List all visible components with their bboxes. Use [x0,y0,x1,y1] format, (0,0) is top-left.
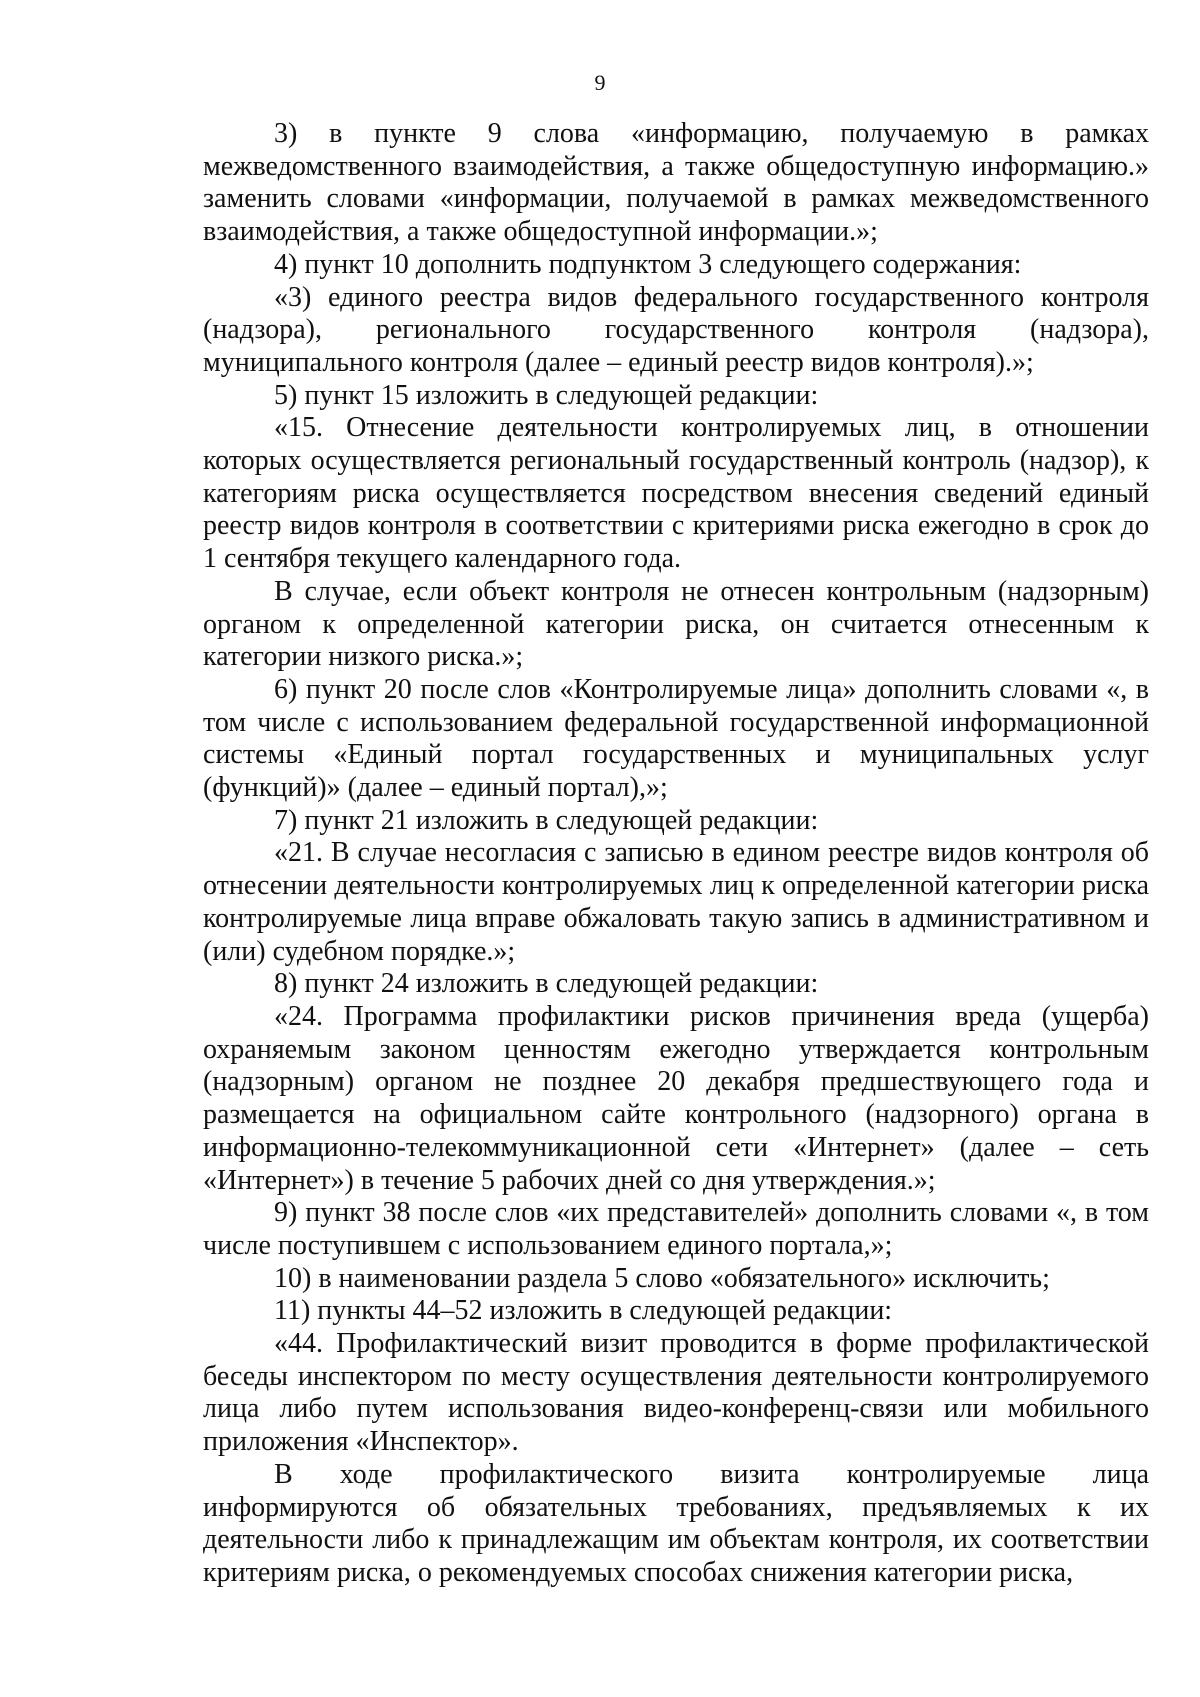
paragraph: «21. В случае несогласия с записью в едином реестре видов контроля об отнесении деятельности контролируемых лиц к определенной категории риска контролируемые лица вправе обжаловать такую запись в административном и (или) судебном порядке.»; [203,837,1149,967]
paragraph: 11) пункты 44–52 изложить в следующей редакции: [274,1295,893,1327]
paragraph: 6) пункт 20 после слов «Контролируемые лица» дополнить словами «, в том числе с использованием федеральной государственной информационной системы «Единый портал государственных и муниципальных услуг (функций)» (далее – единый портал),»; [203,673,1149,804]
paragraph: 7) пункт 21 изложить в следующей редакции: [274,804,819,836]
paragraph: 8) пункт 24 изложить в следующей редакции: [274,968,819,1000]
paragraph: 5) пункт 15 изложить в следующей редакции: [274,379,819,411]
paragraph: В ходе профилактического визита контролируемые лица информируются об обязательных требованиях, предъявляемых к их деятельности либо к принадлежащим им объектам контроля, их соответствии критериям риска, о рекомендуемых способах снижения категории риска, [203,1458,1149,1588]
page-number: 9 [594,70,606,95]
paragraph: 4) пункт 10 дополнить подпунктом 3 следующего содержания: [274,248,1022,280]
paragraph: В случае, если объект контроля не отнесен контрольным (надзорным) органом к определенной категории риска, он считается отнесенным к категории низкого риска.»; [203,575,1149,673]
paragraph: 3) в пункте 9 слова «информацию, получаемую в рамках межведомственного взаимодействия, а также общедоступную информацию.» заменить словами «информации, получаемой в рамках межведомственного взаимодействия, а также общедоступной информации.»; [203,118,1149,248]
paragraph: «3) единого реестра видов федерального государственного контроля (надзора), регионального государственного контроля (надзора), муниципального контроля (далее – единый реестр видов контроля).»; [203,281,1149,378]
paragraph: «44. Профилактический визит проводится в форме профилактической беседы инспектором по месту осуществления деятельности контролируемого лица либо путем использования видео-конференц-связи или мобильного приложения «Инспектор». [203,1328,1149,1458]
paragraph: «15. Отнесение деятельности контролируемых лиц, в отношении которых осуществляется региональный государственный контроль (надзор), к категориям риска осуществляется посредством внесения сведений единый реестр видов контроля в соответствии с критериями риска ежегодно в срок до 1 сентября текущего календарного года. [203,412,1149,575]
document-body [203,118,1149,1590]
paragraph: 9) пункт 38 после слов «их представителей» дополнить словами «, в том числе поступившем с использованием единого портала,»; [203,1197,1149,1261]
paragraph: «24. Программа профилактики рисков причинения вреда (ущерба) охраняемым законом ценностям ежегодно утверждается контрольным (надзорным) органом не позднее 20 декабря предшествующего года и размещается на официальном сайте контрольного (надзорного) органа в информационно-телекоммуникационной сети «Интернет» (далее – сеть «Интернет») в течение 5 рабочих дней со дня утверждения.»; [203,1000,1149,1196]
paragraph: 10) в наименовании раздела 5 слово «обязательного» исключить; [274,1262,1050,1294]
